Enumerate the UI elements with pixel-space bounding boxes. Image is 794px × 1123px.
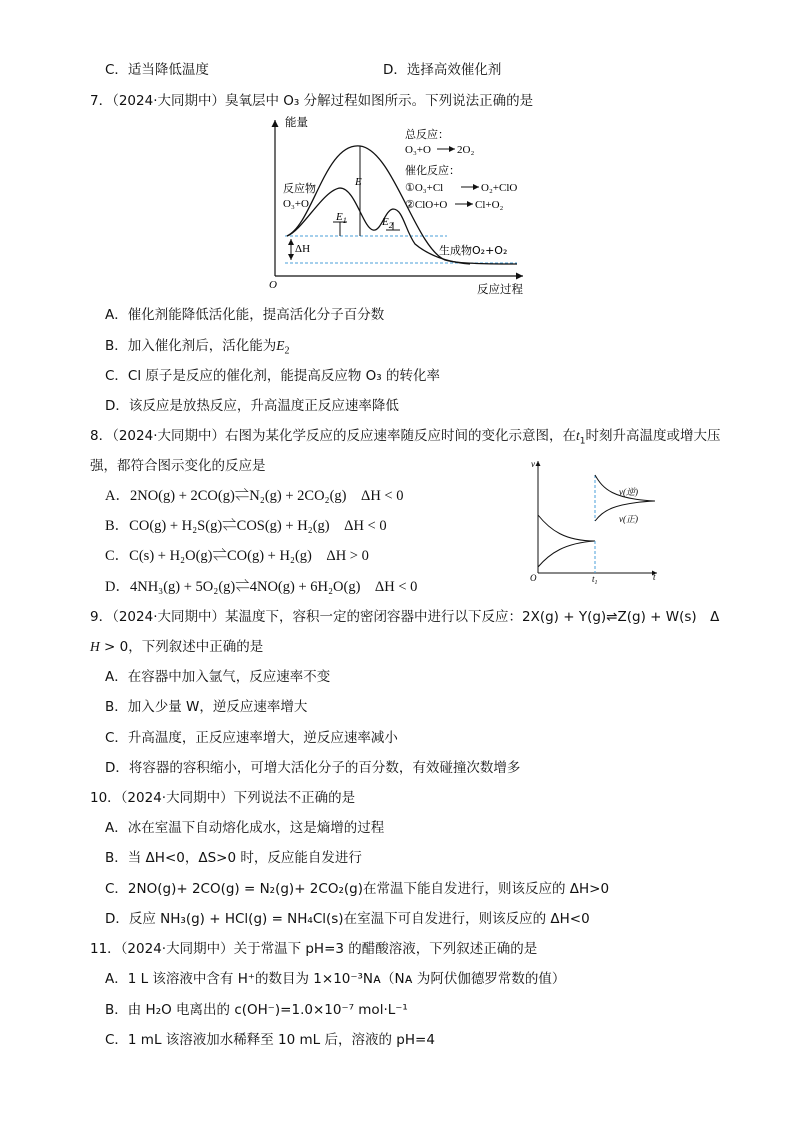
total-eq-right: 2O₂ [457, 144, 475, 156]
E1-label: $E_1$ [336, 211, 347, 225]
cat1-left: ①O₃+Cl [405, 182, 444, 194]
product-label: 生成物O₂+O₂ [439, 244, 508, 257]
origin-label: O [530, 573, 537, 583]
q10-option-b: B．当 ΔH<0，ΔS>0 时，反应能自发进行 [105, 850, 362, 866]
cat2-right: Cl+O₂ [475, 199, 504, 211]
x-axis-label: 反应过程 [477, 282, 523, 296]
cat1-right: O₂+ClO [481, 182, 518, 194]
q10-option-c: C．2NO(g)+ 2CO(g) = N₂(g)+ 2CO₂(g)在常温下能自发进行，则该反应的 ΔH>0 [105, 881, 610, 897]
reactant-formula: O₃+O [283, 198, 309, 210]
reactant-label: 反应物 [283, 182, 316, 195]
q10-option-d: D．反应 NH₃(g) + HCl(g) = NH₄Cl(s)在室温下可自发进行，则该反应的 ΔH<0 [105, 911, 590, 927]
total-reaction-title: 总反应： [405, 128, 449, 141]
forward-rate-before [538, 515, 595, 541]
q11-option-a: A．1 L 该溶液中含有 H⁺的数目为 1×10⁻³Nᴀ（Nᴀ 为阿伏伽德罗常数的值） [105, 971, 566, 987]
q10-stem: 10．（2024·大同期中）下列说法不正确的是 [90, 790, 356, 806]
v-forward-label: v(正) [619, 514, 638, 524]
q8-stem-line2: 强，都符合图示变化的反应是 [90, 458, 266, 474]
q8-rate-time-graph [525, 455, 675, 585]
q8-option-c: C．C(s) + H₂O(g)⇌CO(g) + H₂(g) ΔH > 0 [105, 548, 369, 564]
t-axis-label: t [653, 572, 656, 582]
q10-option-a: A．冰在室温下自动熔化成水，这是熵增的过程 [105, 820, 385, 836]
q8-option-d: D．4NH₃(g) + 5O₂(g)⇌4NO(g) + 6H₂O(g) ΔH < 0 [105, 579, 418, 595]
q6-option-d: D．选择高效催化剂 [383, 62, 502, 78]
q9-stem-line1: 9．（2024·大同期中）某温度下，容积一定的密闭容器中进行以下反应：2X(g) + Y(g)⇌Z(g) + W(s) Δ [90, 609, 720, 625]
q11-stem: 11．（2024·大同期中）关于常温下 pH=3 的醋酸溶液，下列叙述正确的是 [90, 941, 538, 957]
q7-option-a: A．催化剂能降低活化能，提高活化分子百分数 [105, 307, 385, 323]
q6-option-c: C．适当降低温度 [105, 62, 209, 78]
q9-option-b: B．加入少量 W，逆反应速率增大 [105, 699, 308, 715]
origin-label: O [269, 279, 277, 291]
q8-option-b: B．CO(g) + H₂S(g)⇌COS(g) + H₂(g) ΔH < 0 [105, 518, 387, 534]
q9-option-c: C．升高温度，正反应速率增大，逆反应速率减小 [105, 730, 398, 746]
q11-option-c: C．1 mL 该溶液加水稀释至 10 mL 后，溶液的 pH=4 [105, 1032, 435, 1048]
v-axis-label: v [531, 459, 535, 469]
cat2-left: ②ClO+O [405, 199, 448, 211]
y-axis-label: 能量 [285, 115, 308, 129]
q7-option-d: D．该反应是放热反应，升高温度正反应速率降低 [105, 398, 399, 414]
q9-option-a: A．在容器中加入氩气，反应速率不变 [105, 669, 331, 685]
total-eq-left: O₃+O [405, 144, 431, 156]
q7-stem: 7．（2024·大同期中）臭氧层中 O₃ 分解过程如图所示。下列说法正确的是 [90, 93, 534, 109]
q9-stem-line2: H > 0，下列叙述中正确的是 [90, 639, 264, 655]
q7-option-b: B．加入催化剂后，活化能为$E_2$ [105, 338, 290, 357]
E-label: E [355, 176, 362, 188]
v-reverse-label: v(逆) [619, 487, 638, 497]
q8-stem-line1: 8．（2024·大同期中）右图为某化学反应的反应速率随反应时间的变化示意图，在$t_1$时刻升高温度或增大压 [90, 428, 721, 447]
q8-option-a: A．2NO(g) + 2CO(g)⇌N₂(g) + 2CO₂(g) ΔH < 0 [105, 488, 404, 504]
catalyzed-title: 催化反应： [405, 164, 460, 177]
q7-option-c: C．Cl 原子是反应的催化剂，能提高反应物 O₃ 的转化率 [105, 368, 441, 384]
q7-energy-diagram [255, 112, 530, 298]
q11-option-b: B．由 H₂O 电离出的 c(OH⁻)=1.0×10⁻⁷ mol·L⁻¹ [105, 1002, 408, 1018]
E2-label: $E_2$ [382, 216, 393, 230]
q9-option-d: D．将容器的容积缩小，可增大活化分子的百分数，有效碰撞次数增多 [105, 760, 521, 776]
dH-label: ΔH [295, 243, 311, 255]
t1-label: $t_1$ [592, 574, 598, 585]
reverse-rate-before [538, 541, 595, 567]
